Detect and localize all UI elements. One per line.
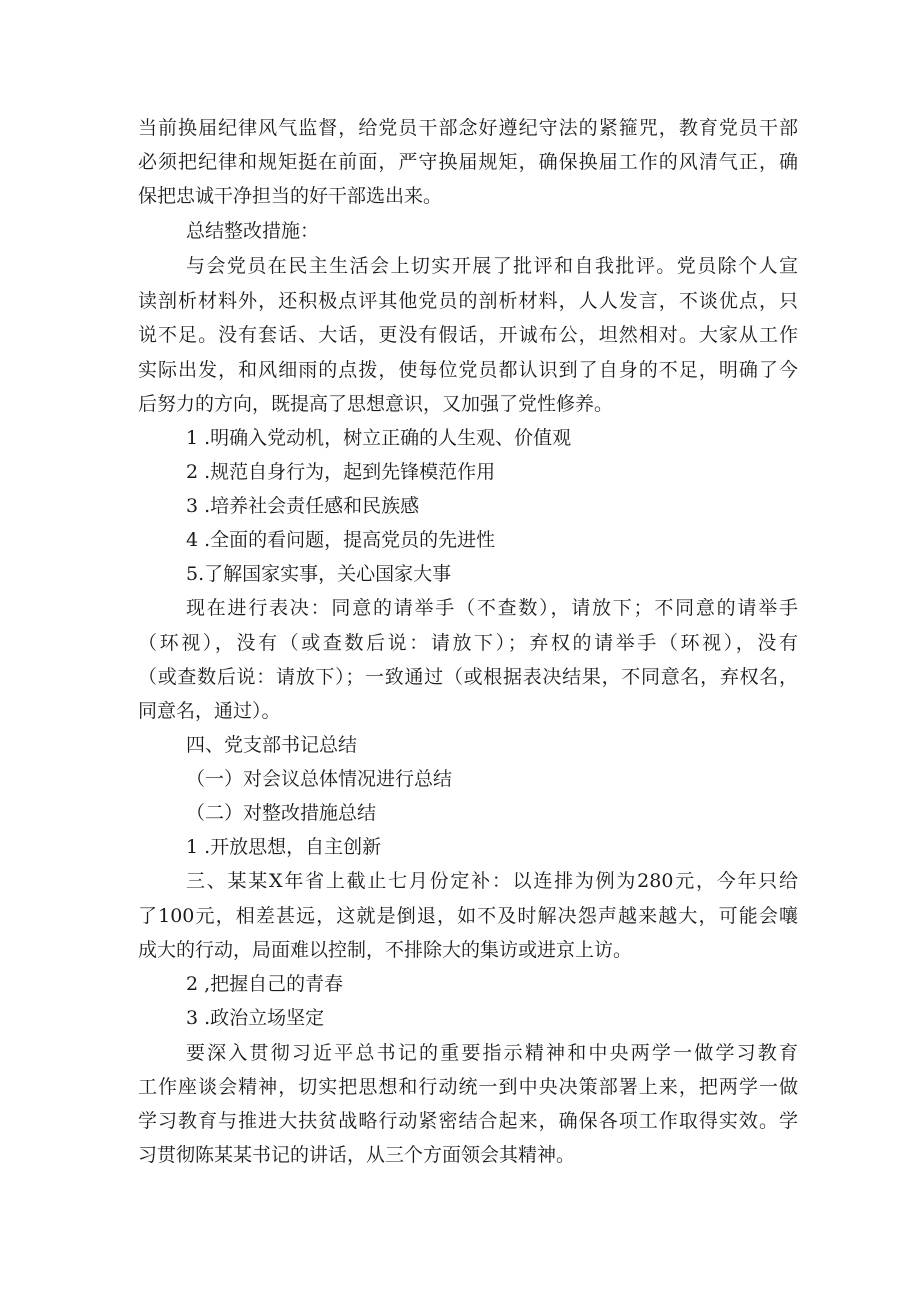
paragraph-line: 三、某某X年省上截止七月份定补：以连排为例为280元，今年只给 — [186, 870, 798, 892]
paragraph-line: 保把忠诚干净担当的好干部选出来。 — [138, 185, 443, 207]
paragraph-line: （或查数后说：请放下）；一致通过（或根据表决结果，不同意名，弃权名， — [138, 666, 798, 688]
list-item: 1 .开放思想，自主创新 — [186, 836, 382, 858]
paragraph-line: 成大的行动，局面难以控制，不排除大的集访或进京上访。 — [138, 939, 633, 961]
list-item: 5.了解国家实事，关心国家大事 — [186, 563, 452, 585]
paragraph-line: 学习教育与推进大扶贫战略行动紧密结合起来，确保各项工作取得实效。学 — [138, 1110, 798, 1132]
paragraph-line: 必须把纪律和规矩挺在前面，严守换届规矩，确保换届工作的风清气正，确 — [138, 151, 798, 173]
paragraph-line: 现在进行表决：同意的请举手（不查数），请放下；不同意的请举手 — [186, 597, 798, 619]
section-heading: 总结整改措施： — [186, 220, 320, 242]
paragraph-line: 实际出发，和风细雨的点拨，使每位党员都认识到了自身的不足，明确了今 — [138, 359, 798, 381]
list-item: 1 .明确入党动机，树立正确的人生观、价值观 — [186, 427, 572, 449]
subsection-heading: （一）对会议总体情况进行总结 — [186, 768, 453, 790]
paragraph-line: 与会党员在民主生活会上切实开展了批评和自我批评。党员除个人宣 — [186, 255, 798, 277]
paragraph-line: 同意名，通过）。 — [138, 700, 281, 722]
paragraph-line: 工作座谈会精神，切实把思想和行动统一到中央决策部署上来，把两学一做 — [138, 1076, 798, 1098]
section-heading: 四、党支部书记总结 — [186, 734, 358, 756]
paragraph-line: 要深入贯彻习近平总书记的重要指示精神和中央两学一做学习教育 — [186, 1042, 798, 1064]
list-item: 3 .培养社会责任感和民族感 — [186, 495, 420, 517]
paragraph-line: 当前换届纪律风气监督，给党员干部念好遵纪守法的紧箍咒，教育党员干部 — [138, 117, 798, 139]
paragraph-line: 习贯彻陈某某书记的讲话，从三个方面领会其精神。 — [138, 1144, 576, 1166]
paragraph-line: 后努力的方向，既提高了思想意识，又加强了党性修养。 — [138, 393, 614, 415]
paragraph-line: 读剖析材料外，还积极点评其他党员的剖析材料，人人发言，不谈优点，只 — [138, 290, 798, 312]
list-item: 2 .规范自身行为，起到先锋模范作用 — [186, 461, 496, 483]
paragraph-line: （环视），没有（或查数后说：请放下）；弃权的请举手（环视），没有 — [138, 632, 798, 654]
list-item: 2 ,把握自己的青春 — [186, 973, 344, 995]
list-item: 4 .全面的看问题，提高党员的先进性 — [186, 529, 496, 551]
paragraph-line: 了100元，相差甚远，这就是倒退，如不及时解决怨声越来越大，可能会嚷 — [138, 905, 798, 927]
subsection-heading: （二）对整改措施总结 — [186, 802, 377, 824]
paragraph-line: 说不足。没有套话、大话，更没有假话，开诚布公，坦然相对。大家从工作 — [138, 324, 798, 346]
list-item: 3 .政治立场坚定 — [186, 1007, 325, 1029]
